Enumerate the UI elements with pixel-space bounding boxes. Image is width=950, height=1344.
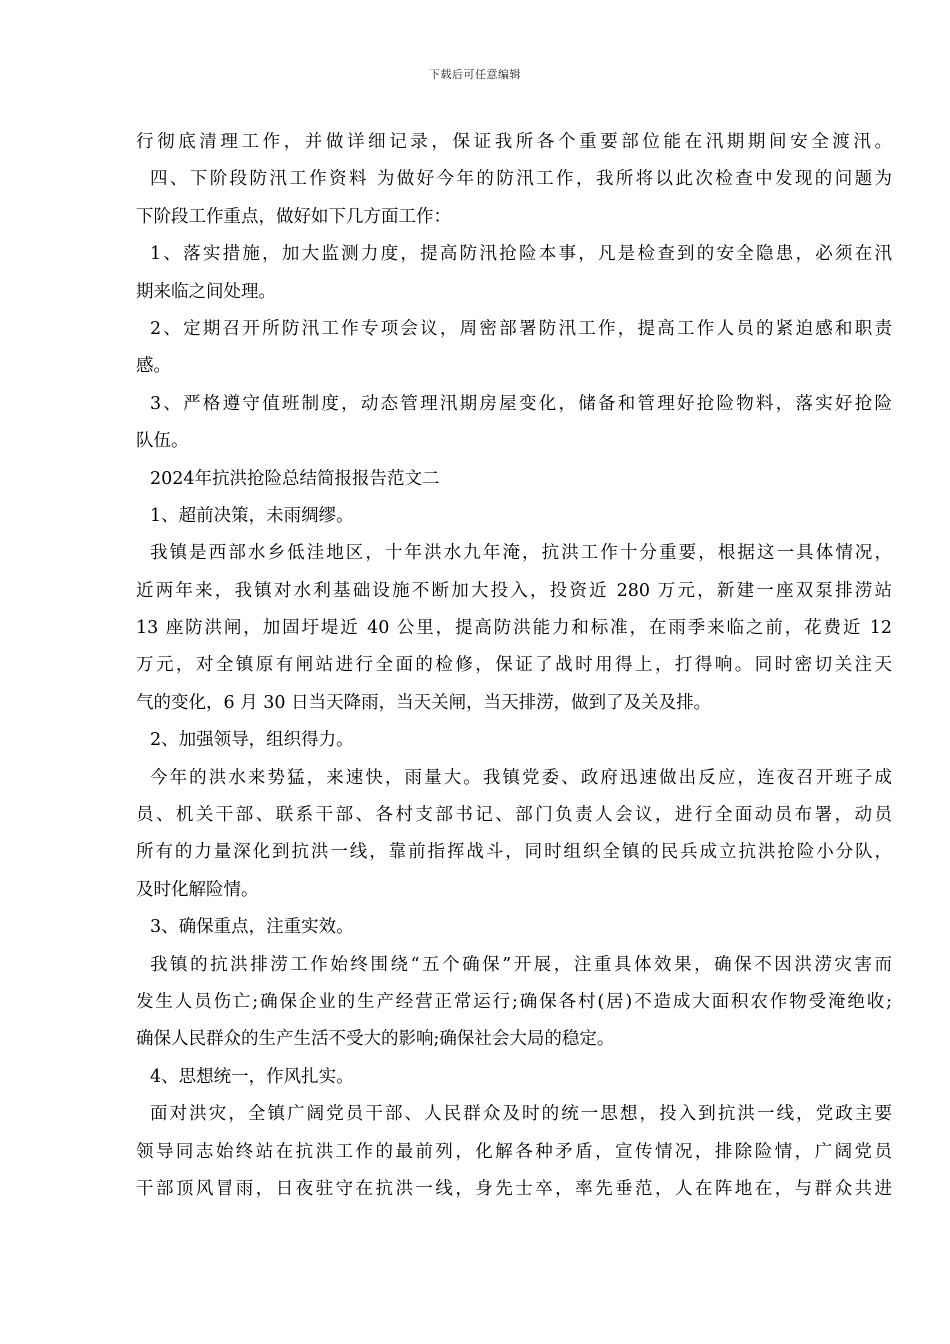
- text-line: 4、思想统一，作风扎实。: [150, 1066, 354, 1087]
- text-line: 下阶段工作重点，做好如下几方面工作：: [136, 206, 451, 227]
- text-line: 2、加强领导，组织得力。: [150, 730, 354, 751]
- text-line: 领导同志始终站在抗洪工作的最前列，化解各种矛盾，宣传情况，排除险情，广阔党员: [136, 1141, 892, 1162]
- text-line: 行彻底清理工作，并做详细记录，保证我所各个重要部位能在汛期期间安全渡汛。: [136, 132, 892, 152]
- text-line: 确保人民群众的生产生活不受大的影响;确保社会大局的稳定。: [136, 1029, 615, 1050]
- text-line: 2、定期召开所防汛工作专项会议，周密部署防汛工作，提高工作人员的紧迫感和职责: [150, 318, 892, 339]
- text-line: 期来临之间处理。: [136, 281, 276, 302]
- text-line: 我镇是西部水乡低洼地区，十年洪水九年淹，抗洪工作十分重要，根据这一具体情况，: [150, 543, 892, 564]
- text-line: 13 座防洪闸，加固圩堤近 40 公里，提高防洪能力和标准，在雨季来临之前，花费近 12: [136, 618, 892, 639]
- text-line: 万元，对全镇原有闸站进行全面的检修，保证了战时用得上，打得响。同时密切关注天: [136, 655, 892, 676]
- section-heading: 2024年抗洪抢险总结简报报告范文二: [150, 468, 440, 489]
- text-line: 近两年来，我镇对水利基础设施不断加大投入，投资近 280 万元，新建一座双泵排涝站: [136, 580, 892, 601]
- text-line: 员、机关干部、联系干部、各村支部书记、部门负责人会议，进行全面动员布署，动员: [136, 805, 892, 826]
- page-header: 下载后可任意编辑: [429, 68, 521, 81]
- text-line: 队伍。: [136, 431, 189, 452]
- text-line: 感。: [136, 356, 171, 377]
- text-line: 气的变化，6 月 30 日当天降雨，当天关闸，当天排涝，做到了及关及排。: [136, 692, 712, 713]
- text-line: 3、严格遵守值班制度，动态管理汛期房屋变化，储备和管理好抢险物料，落实好抢险: [150, 393, 892, 414]
- text-line: 所有的力量深化到抗洪一线，靠前指挥战斗，同时组织全镇的民兵成立抗洪抢险小分队，: [136, 842, 892, 863]
- text-line: 四、下阶段防汛工作资料 为做好今年的防汛工作，我所将以此次检查中发现的问题为: [150, 169, 892, 190]
- text-line: 我镇的抗洪排涝工作始终围绕“五个确保”开展，注重具体效果，确保不因洪涝灾害而: [150, 954, 892, 975]
- text-line: 及时化解险情。: [136, 879, 259, 900]
- text-line: 1、超前决策，未雨绸缪。: [150, 505, 354, 526]
- text-line: 面对洪灾，全镇广阔党员干部、人民群众及时的统一思想，投入到抗洪一线，党政主要: [150, 1104, 892, 1125]
- text-line: 1、落实措施，加大监测力度，提高防汛抢险本事，凡是检查到的安全隐患，必须在汛: [150, 244, 892, 265]
- document-body: [136, 124, 892, 1208]
- text-line: 3、确保重点，注重实效。: [150, 917, 354, 938]
- text-line: 今年的洪水来势猛，来速快，雨量大。我镇党委、政府迅速做出反应，连夜召开班子成: [150, 767, 892, 788]
- text-line: 干部顶风冒雨，日夜驻守在抗洪一线，身先士卒，率先垂范，人在阵地在，与群众共进: [136, 1178, 892, 1199]
- text-line: 发生人员伤亡;确保企业的生产经营正常运行;确保各村(居)不造成大面积农作物受淹绝收;: [136, 991, 892, 1012]
